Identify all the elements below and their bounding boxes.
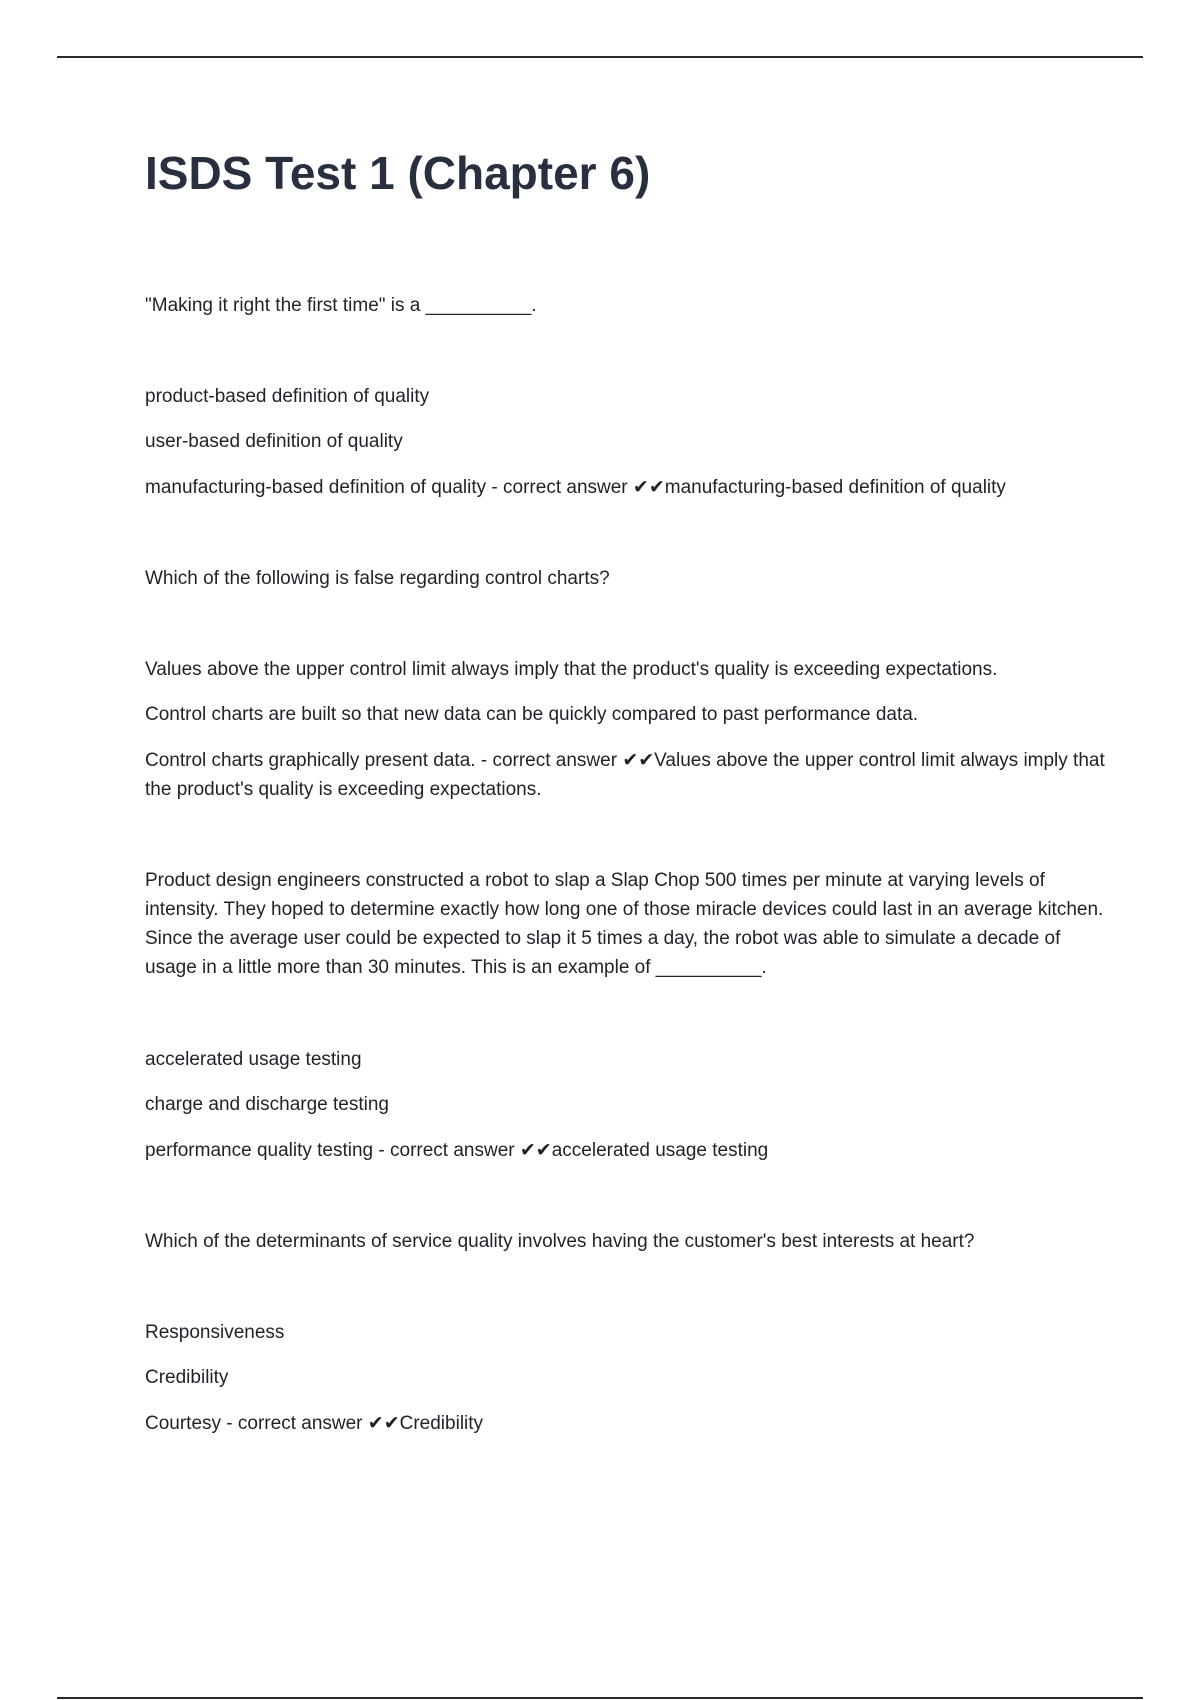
question-4-prompt: Which of the determinants of service quality involves having the customer's best interests at heart? — [145, 1231, 975, 1252]
question-3-prompt: Product design engineers constructed a robot to slap a Slap Chop 500 times per minute at varying levels of intensity. They hoped to determine exactly how long one of those miracle devices could last in an average kitchen. Since the average user could be expected to slap it 5 times a day, the robot was able to simulate a decade of usage in a little more than 30 minutes. This is an example of __________. — [145, 870, 1104, 978]
question-3-option-3-answer: performance quality testing - correct answer ✔✔accelerated usage testing — [145, 1140, 769, 1161]
question-4-option-3-answer: Courtesy - correct answer ✔✔Credibility — [145, 1413, 484, 1434]
question-2-prompt: Which of the following is false regarding control charts? — [145, 568, 610, 589]
question-1-prompt: "Making it right the first time" is a __________. — [145, 295, 537, 316]
question-1-option-2: user-based definition of quality — [145, 431, 403, 452]
question-2-option-1: Values above the upper control limit always imply that the product's quality is exceeding expectations. — [145, 659, 998, 680]
question-3-option-1: accelerated usage testing — [145, 1049, 362, 1070]
question-2-option-3-answer: Control charts graphically present data. - correct answer ✔✔Values above the upper control limit always imply that the product's quality is exceeding expectations. — [145, 750, 1105, 800]
question-4-option-2: Credibility — [145, 1367, 229, 1388]
document-title: ISDS Test 1 (Chapter 6) — [145, 147, 651, 199]
question-4-option-1: Responsiveness — [145, 1322, 285, 1343]
question-2-option-2: Control charts are built so that new data can be quickly compared to past performance data. — [145, 704, 919, 725]
top-rule — [57, 56, 1143, 58]
question-1-option-1: product-based definition of quality — [145, 386, 430, 407]
question-1-option-3-answer: manufacturing-based definition of quality - correct answer ✔✔manufacturing-based definition of quality — [145, 477, 1006, 498]
bottom-rule — [57, 1697, 1143, 1699]
question-3-option-2: charge and discharge testing — [145, 1094, 389, 1115]
